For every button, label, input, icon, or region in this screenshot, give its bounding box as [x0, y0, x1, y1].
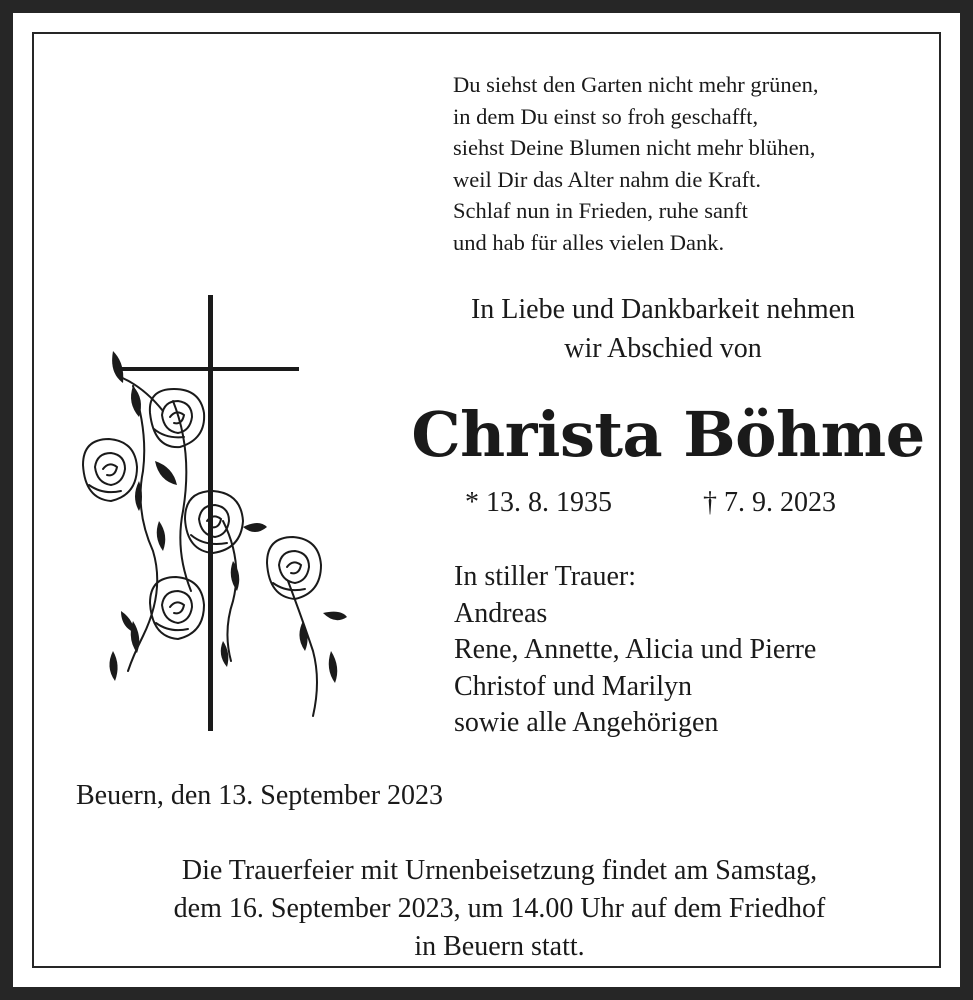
service-line: dem 16. September 2023, um 14.00 Uhr auf dem Friedhof — [173, 893, 826, 924]
intro-line: wir Abschied von — [564, 333, 762, 364]
service-line: in Beuern statt. — [414, 931, 585, 962]
cross-with-roses — [73, 291, 353, 736]
poem-line: Schlaf nun in Frieden, ruhe sanft — [453, 198, 748, 223]
poem-line: weil Dir das Alter nahm die Kraft. — [453, 166, 762, 192]
poem-line: in dem Du einst so froh geschafft, — [453, 103, 759, 129]
cross-icon — [121, 295, 299, 731]
poem-line: Du siehst den Garten nicht mehr grünen, — [453, 72, 819, 97]
birth-date: * 13. 8. 1935 — [465, 487, 612, 518]
mourner-line: Christof und Marilyn — [454, 670, 692, 702]
deceased-name: Christa Böhme — [411, 398, 925, 471]
death-date: † 7. 9. 2023 — [703, 487, 836, 518]
funeral-service-notice — [53, 852, 946, 966]
service-line: Die Trauerfeier mit Urnenbeisetzung findet am Samstag, — [181, 855, 818, 886]
mourner-line: Andreas — [454, 597, 548, 629]
intro-line: In Liebe und Dankbarkeit nehmen — [470, 294, 856, 325]
place-and-date: Beuern, den 13. September 2023 — [76, 780, 444, 811]
poem-line: und hab für alles vielen Dank. — [453, 229, 725, 255]
mourner-line: sowie alle Angehörigen — [454, 707, 719, 738]
poem-line: siehst Deine Blumen nicht mehr blühen, — [453, 135, 816, 160]
mourners-heading: In stiller Trauer: — [454, 561, 636, 592]
farewell-intro — [363, 290, 963, 368]
roses-icon — [83, 376, 321, 716]
poem — [453, 69, 953, 258]
mourners — [454, 559, 954, 742]
mourner-line: Rene, Annette, Alicia und Pierre — [454, 634, 817, 665]
